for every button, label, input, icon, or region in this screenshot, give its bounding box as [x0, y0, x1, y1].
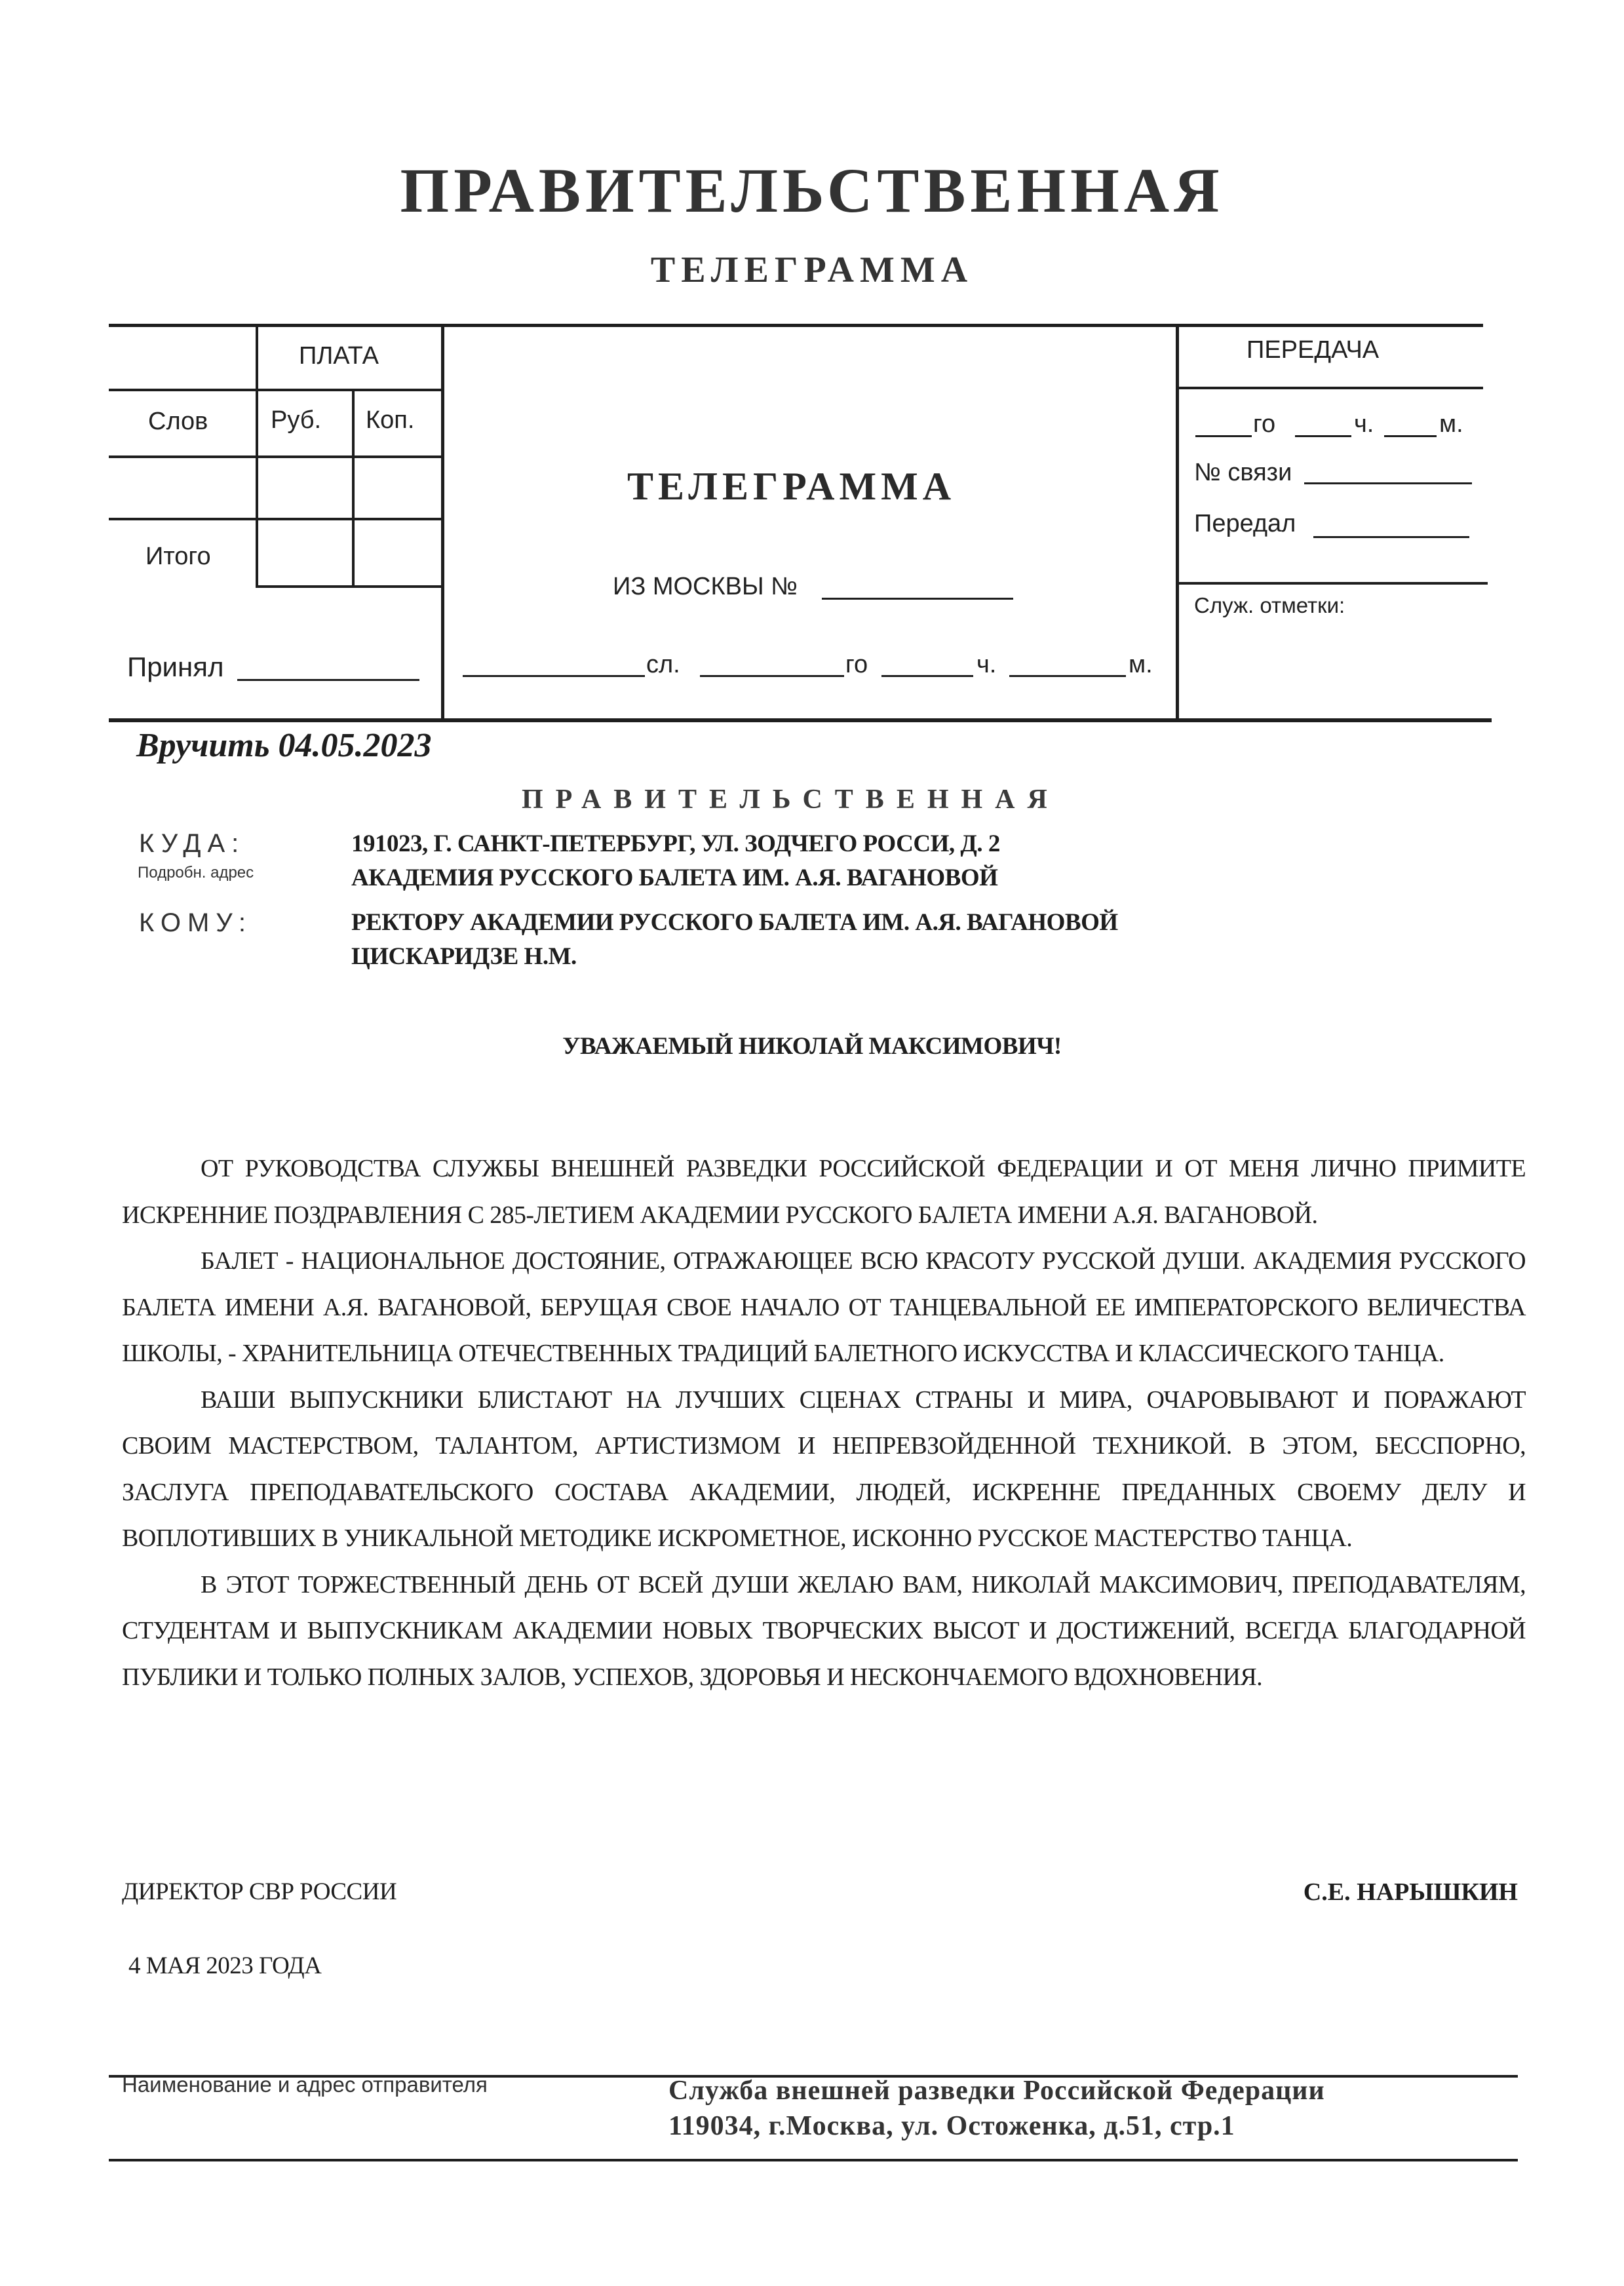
- payment-header-line: [109, 389, 441, 391]
- bottom-go-label: го: [845, 651, 868, 678]
- tr-m-label: м.: [1439, 410, 1463, 438]
- paragraph-2: БАЛЕТ - НАЦИОНАЛЬНОЕ ДОСТОЯНИЕ, ОТРАЖАЮЩЕЕ ВСЮ КРАСОТУ РУССКОЙ ДУШИ. АКАДЕМИЯ РУССКОГО БАЛЕТА ИМЕНИ А.Я. ВАГАНОВОЙ, БЕРУЩАЯ СВОЕ НАЧАЛО ОТ ТАНЦЕВАЛЬНОЙ ЕЕ ИМПЕРАТОРСКОГО ВЕЛИЧЕСТВА ШКОЛЫ, - ХРАНИТЕЛЬНИЦА ОТЕЧЕСТВЕННЫХ ТРАДИЦИЙ БАЛЕТНОГО ИСКУССТВА И КЛАССИЧЕСКОГО ТАНЦА.: [122, 1247, 1526, 1367]
- service-marks-label: Служ. отметки:: [1194, 593, 1345, 617]
- sender-name: Служба внешней разведки Российской Федерации: [668, 2076, 1325, 2106]
- tr-blank-1: [1195, 435, 1252, 437]
- paragraph-4: В ЭТОТ ТОРЖЕСТВЕННЫЙ ДЕНЬ ОТ ВСЕЙ ДУШИ ЖЕЛАЮ ВАМ, НИКОЛАЙ МАКСИМОВИЧ, ПРЕПОДАВАТЕЛЯМ, СТУДЕНТАМ И ВЫПУСКНИКАМ АКАДЕМИИ НОВЫХ ТВОРЧЕСКИХ ВЫСОТ И ДОСТИЖЕНИЙ, ВСЕГДА БЛАГОДАРНОЙ ПУБЛИКИ И ТОЛЬКО ПОЛНЫХ ЗАЛОВ, УСПЕХОВ, ЗДОРОВЬЯ И НЕСКОНЧАЕМОГО ВДОХНОВЕНИЯ.: [122, 1570, 1526, 1691]
- link-number-label: № связи: [1194, 459, 1292, 486]
- bottom-blank-2: [700, 675, 844, 677]
- payment-bottom-line: [256, 585, 441, 588]
- address-line-1: 191023, Г. САНКТ-ПЕТЕРБУРГ, УЛ. ЗОДЧЕГО РОССИ, Д. 2: [351, 830, 1000, 857]
- payment-row-line-2: [109, 518, 441, 520]
- sender-label: Наименование и адрес отправителя: [122, 2072, 488, 2097]
- telegram-category: ПРАВИТЕЛЬСТВЕННАЯ: [522, 785, 1060, 815]
- recipient-line-2: ЦИСКАРИДЗЕ Н.М.: [351, 943, 577, 970]
- address-line-2: АКАДЕМИЯ РУССКОГО БАЛЕТА ИМ. А.Я. ВАГАНОВОЙ: [351, 864, 998, 891]
- transmission-mid-line: [1176, 582, 1488, 585]
- greeting: УВАЖАЕМЫЙ НИКОЛАЙ МАКСИМОВИЧ!: [562, 1033, 1062, 1060]
- tr-ch-label: ч.: [1354, 410, 1374, 438]
- to-label: КОМУ:: [139, 908, 252, 937]
- sender-bottom-line: [109, 2159, 1518, 2161]
- form-divider-left: [441, 324, 444, 720]
- paragraph-1: ОТ РУКОВОДСТВА СЛУЖБЫ ВНЕШНЕЙ РАЗВЕДКИ РОССИЙСКОЙ ФЕДЕРАЦИИ И ОТ МЕНЯ ЛИЧНО ПРИМИТЕ ИСКРЕННИЕ ПОЗДРАВЛЕНИЯ С 285-ЛЕТИЕМ АКАДЕМИИ РУССКОГО БАЛЕТА ИМЕНИ А.Я. ВАГАНОВОЙ.: [122, 1155, 1526, 1229]
- delivery-date: Вручить 04.05.2023: [136, 727, 432, 764]
- payment-col-2: [352, 389, 355, 587]
- transmitted-label: Передал: [1194, 510, 1296, 537]
- payment-col-1: [256, 324, 258, 587]
- bottom-blank-4: [1009, 675, 1126, 677]
- tr-blank-3: [1384, 435, 1437, 437]
- signer-name: С.Е. НАРЫШКИН: [1303, 1878, 1518, 1906]
- bottom-m-label: м.: [1129, 651, 1153, 678]
- form-bottom-border: [109, 718, 1492, 722]
- form-top-border: [109, 324, 1483, 327]
- received-blank: [237, 679, 419, 681]
- bottom-blank-1: [463, 675, 645, 677]
- payment-header: ПЛАТА: [299, 342, 379, 370]
- sender-address: 119034, г.Москва, ул. Остоженка, д.51, стр.1: [668, 2111, 1235, 2141]
- where-sublabel: Подробн. адрес: [138, 864, 254, 881]
- received-label: Принял: [127, 651, 224, 682]
- recipient-line-1: РЕКТОРУ АКАДЕМИИ РУССКОГО БАЛЕТА ИМ. А.Я. ВАГАНОВОЙ: [351, 909, 1118, 936]
- document-title: ПРАВИТЕЛЬСТВЕННАЯ: [400, 155, 1224, 225]
- message-body: [122, 1146, 1526, 1700]
- transmitted-blank: [1313, 536, 1469, 538]
- paragraph-3: ВАШИ ВЫПУСКНИКИ БЛИСТАЮТ НА ЛУЧШИХ СЦЕНАХ СТРАНЫ И МИРА, ОЧАРОВЫВАЮТ И ПОРАЖАЮТ СВОИМ МАСТЕРСТВОМ, ТАЛАНТОМ, АРТИСТИЗМОМ И НЕПРЕВЗОЙДЕННОЙ ТЕХНИКОЙ. В ЭТОМ, БЕССПОРНО, ЗАСЛУГА ПРЕПОДАВАТЕЛЬСКОГО СОСТАВА АКАДЕМИИ, ЛЮДЕЙ, ИСКРЕННЕ ПРЕДАННЫХ СВОЕМУ ДЕЛУ И ВОПЛОТИВШИХ В УНИКАЛЬНОЙ МЕТОДИКЕ ИСКРОМЕТНОЕ, ИСКОННО РУССКОЕ МАСТЕРСТВО ТАНЦА.: [122, 1385, 1526, 1552]
- transmission-header-line: [1176, 387, 1483, 389]
- kop-label: Коп.: [366, 406, 415, 434]
- bottom-sl-label: сл.: [646, 651, 680, 678]
- total-label: Итого: [145, 543, 211, 570]
- tr-go-label: го: [1253, 410, 1276, 438]
- from-moscow-label: ИЗ МОСКВЫ №: [613, 573, 798, 600]
- payment-row-line-1: [109, 455, 441, 458]
- tr-blank-2: [1295, 435, 1351, 437]
- transmission-header: ПЕРЕДАЧА: [1247, 336, 1380, 364]
- rub-label: Руб.: [271, 406, 322, 434]
- bottom-blank-3: [881, 675, 973, 677]
- words-label: Слов: [148, 408, 208, 435]
- link-number-blank: [1304, 482, 1472, 484]
- where-label: КУДА:: [139, 829, 246, 858]
- bottom-ch-label: ч.: [976, 651, 997, 678]
- telegram-center-title: ТЕЛЕГРАММА: [627, 465, 956, 508]
- form-divider-right: [1176, 324, 1179, 720]
- from-moscow-blank: [822, 598, 1013, 600]
- document-subtitle: ТЕЛЕГРАММА: [650, 250, 974, 290]
- signature-date: 4 МАЯ 2023 ГОДА: [128, 1952, 322, 1979]
- signer-position: ДИРЕКТОР СВР РОССИИ: [122, 1878, 397, 1905]
